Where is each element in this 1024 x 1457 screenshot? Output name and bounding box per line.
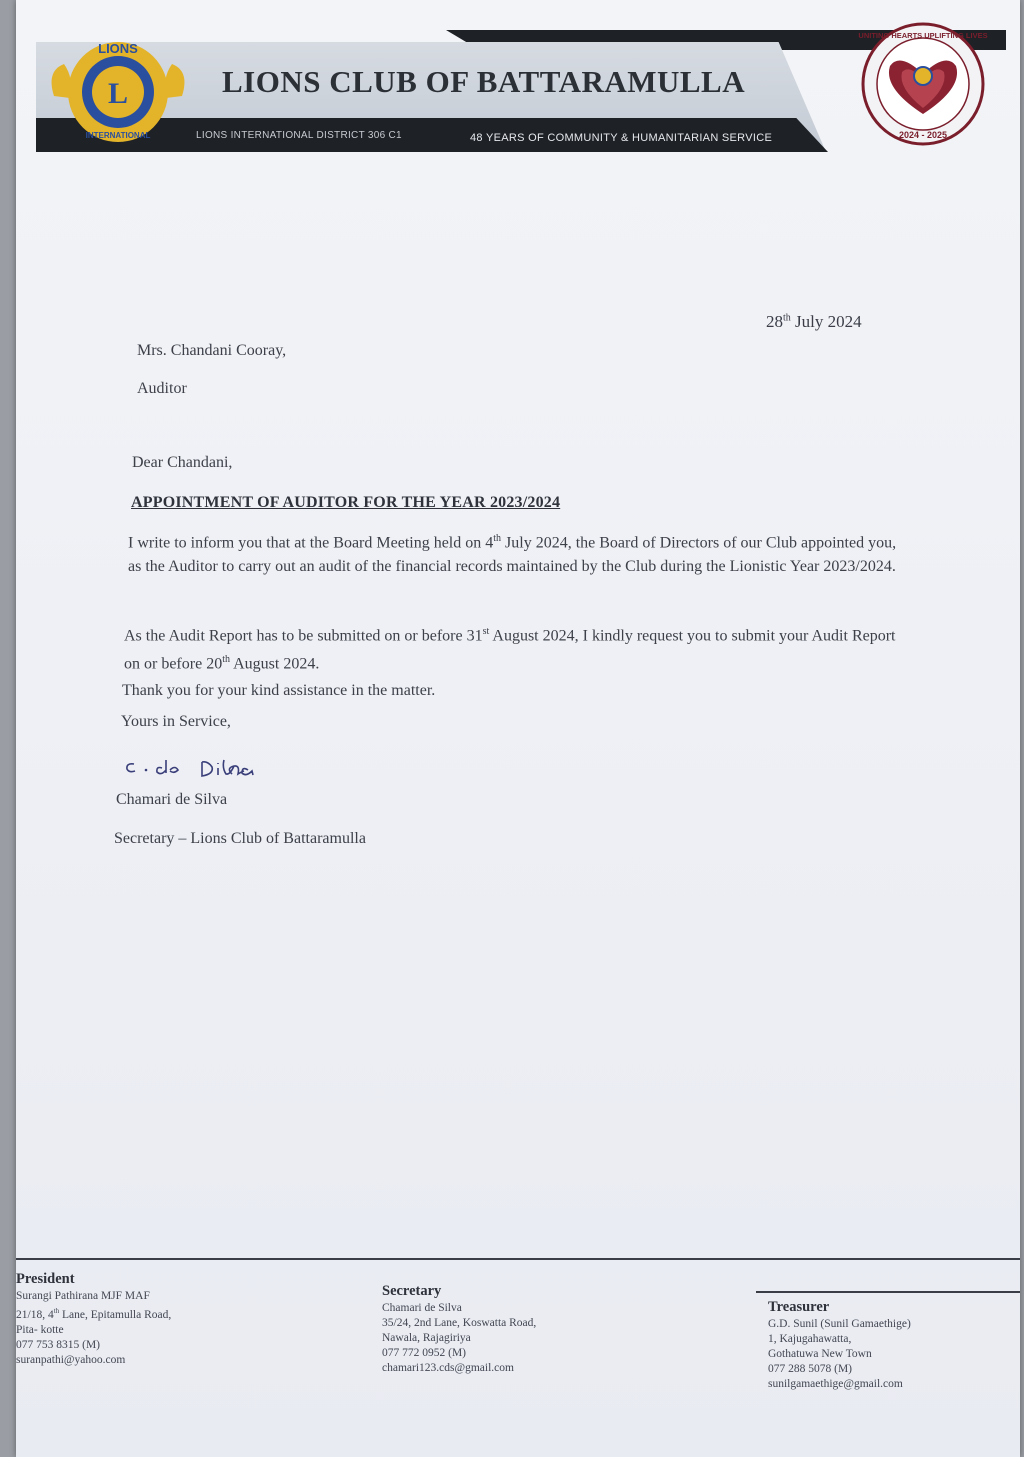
footer-president [16,1270,171,1368]
secretary-email: chamari123.cds@gmail.com [382,1362,514,1374]
emblem-motto: UNITING HEARTS UPLIFTING LIVES [858,31,988,40]
footer-treasurer [768,1298,911,1392]
footer-divider [16,1258,1020,1260]
paragraph-appointment: I write to inform you that at the Board Meeting held on 4th July 2024, the Board of Directors of our Club appointed you, as the Auditor to carry out an audit of the financial records maintained by the Club during the Lionistic Year 2023/2024. [128,533,897,576]
club-name: LIONS CLUB OF BATTARAMULLA [222,64,746,99]
president-phone: 077 753 8315 (M) [16,1338,101,1351]
letter-page [16,0,1020,1457]
tagline: 48 YEARS OF COMMUNITY & HUMANITARIAN SERVICE [470,132,773,144]
logo-bottom-text: INTERNATIONAL [85,131,151,140]
treasurer-phone: 077 288 5078 (M) [768,1363,853,1375]
footer-divider-right [756,1291,1020,1293]
secretary-address-2: Nawala, Rajagiriya [382,1332,471,1344]
recipient-name: Mrs. Chandani Cooray, [137,342,287,359]
logo-top-text: LIONS [98,41,138,56]
recipient-role: Auditor [137,380,187,397]
president-address-1: 21/18, 4th Lane, Epitamulla Road, [16,1307,172,1321]
subject-line: APPOINTMENT OF AUDITOR FOR THE YEAR 2023/2024 [131,494,561,511]
president-heading: President [16,1271,75,1287]
signer-title: Secretary – Lions Club of Battaramulla [114,830,366,847]
treasurer-name: G.D. Sunil (Sunil Gamaethige) [768,1318,911,1330]
letterhead [36,22,1001,152]
lions-international-logo [44,26,192,154]
salutation: Dear Chandani, [132,454,233,471]
signer-name: Chamari de Silva [116,791,228,808]
emblem-years: 2024 - 2025 [898,130,948,140]
president-email: suranpathi@yahoo.com [16,1353,126,1366]
treasurer-address-1: 1, Kajugahawatta, [768,1333,852,1345]
footer-secretary [382,1282,536,1376]
secretary-address-1: 35/24, 2nd Lane, Koswatta Road, [382,1317,537,1329]
secretary-heading: Secretary [382,1283,442,1299]
treasurer-heading: Treasurer [768,1299,830,1315]
letter-date: 28th July 2024 [766,312,862,331]
handwritten-signature [120,752,270,784]
closing: Yours in Service, [121,713,231,730]
secretary-phone: 077 772 0952 (M) [382,1347,467,1359]
president-address-2: Pita- kotte [16,1323,64,1336]
treasurer-email: sunilgamaethige@gmail.com [768,1378,903,1390]
treasurer-address-2: Gothatuwa New Town [768,1348,872,1360]
secretary-name: Chamari de Silva [382,1302,462,1314]
paragraph-thanks: Thank you for your kind assistance in the matter. [122,682,436,699]
president-name: Surangi Pathirana MJF MAF [16,1290,150,1302]
theme-emblem [848,22,998,150]
district-label: LIONS INTERNATIONAL DISTRICT 306 C1 [196,130,402,141]
logo-letter: L [107,77,129,110]
paragraph-deadline: As the Audit Report has to be submitted on or before 31st August 2024, I kindly request you to submit your Audit Report on or before 20th August 2024. [124,626,896,673]
